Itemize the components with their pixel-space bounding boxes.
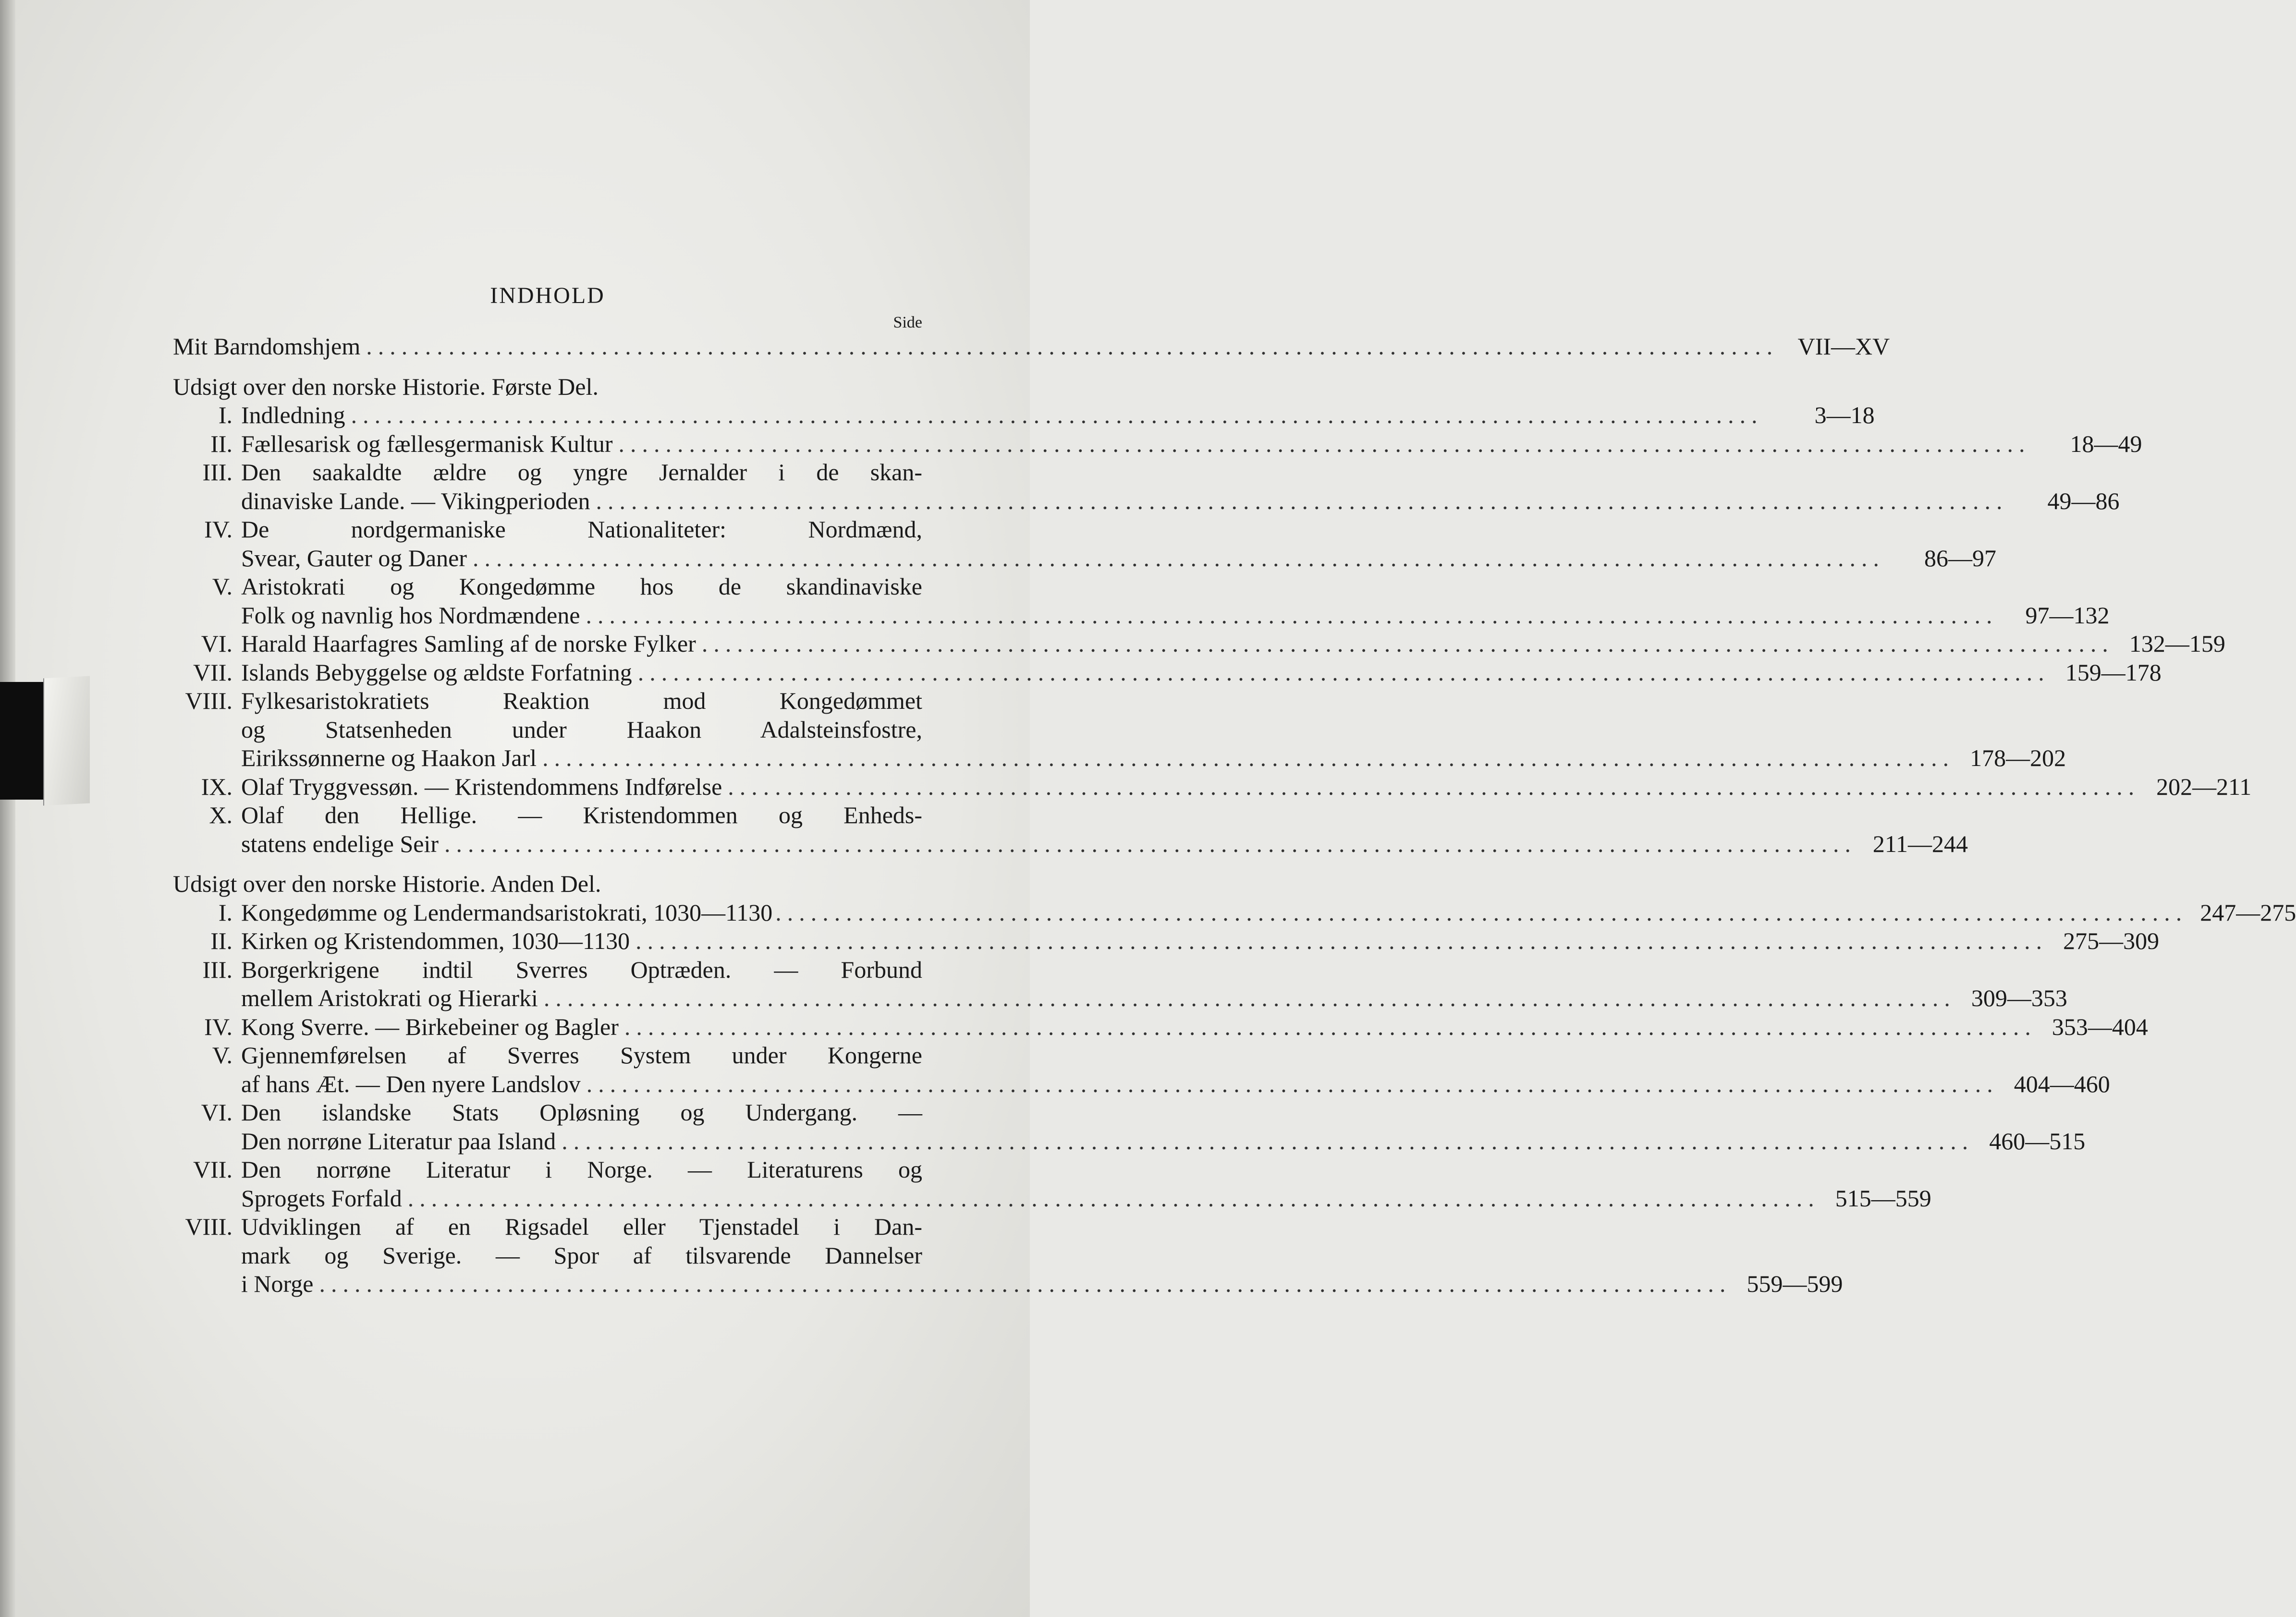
toc-entry-line bbox=[173, 801, 922, 830]
entry-text: Fællesarisk og fællesgermanisk Kultur bbox=[241, 430, 613, 457]
chapter-number: V. bbox=[212, 573, 232, 600]
entry-text: Udviklingen af en Rigsadel eller Tjenstadel i Dan- bbox=[241, 1213, 922, 1240]
dot-leader: ........................................................................................................................ bbox=[366, 333, 1779, 360]
dot-leader: ........................................................................................................................ bbox=[407, 1184, 1820, 1212]
entry-text: og Statsenheden under Haakon Adalsteinsfostre, bbox=[241, 716, 922, 743]
entry-pages: 202—211 bbox=[2156, 773, 2252, 800]
dot-leader: ........................................................................................................................ bbox=[586, 1070, 1999, 1097]
toc-entry bbox=[173, 458, 2120, 515]
part-one-heading: Udsigt over den norske Historie. Første Del. bbox=[173, 373, 598, 400]
toc-entry-line bbox=[173, 601, 2110, 630]
chapter-number: II. bbox=[210, 927, 232, 954]
entry-text: Indledning bbox=[241, 401, 345, 428]
chapter-number: VI. bbox=[201, 630, 232, 657]
toc-entry-line bbox=[173, 1070, 2110, 1099]
entry-text: Gjennemførelsen af Sverres System under Kongerne bbox=[241, 1042, 922, 1069]
table-of-contents bbox=[173, 279, 2296, 1299]
chapter-number: VIII. bbox=[185, 1213, 232, 1240]
entry-text: Kong Sverre. — Birkebeiner og Bagler bbox=[241, 1013, 619, 1040]
entry-text: Kongedømme og Lendermandsaristokrati, 1030—1130 bbox=[241, 899, 773, 926]
toc-entry bbox=[173, 927, 2160, 956]
entry-pages: 404—460 bbox=[2014, 1070, 2110, 1097]
entry-text: mellem Aristokrati og Hierarki bbox=[241, 985, 538, 1011]
entry-text: Den norrøne Literatur paa Island bbox=[241, 1127, 556, 1155]
toc-entry bbox=[173, 687, 2066, 773]
entry-text: af hans Æt. — Den nyere Landslov bbox=[241, 1070, 581, 1097]
chapter-number: VII. bbox=[193, 1156, 232, 1183]
entry-text: Mit Barndomshjem bbox=[173, 333, 361, 360]
chapter-number: VI. bbox=[201, 1099, 232, 1126]
chapter-number: VII. bbox=[193, 658, 232, 686]
chapter-number: I. bbox=[218, 899, 232, 926]
dot-leader: ........................................................................................................................ bbox=[586, 601, 1998, 629]
entry-pages: 309—353 bbox=[1971, 985, 2067, 1011]
entry-pages: 97—132 bbox=[2025, 601, 2110, 629]
toc-entry bbox=[173, 773, 2252, 802]
toc-entry-line bbox=[173, 984, 2067, 1013]
toc-entry-line bbox=[173, 1041, 922, 1070]
toc-entry bbox=[173, 401, 1875, 430]
entry-text: mark og Sverige. — Spor af tilsvarende Dannelser bbox=[241, 1241, 922, 1269]
toc-entry bbox=[173, 1098, 2086, 1155]
dot-leader: ........................................................................................................................ bbox=[351, 401, 1763, 428]
toc-entry-intro bbox=[173, 332, 1890, 361]
toc-entry-line bbox=[173, 773, 2252, 802]
page-edge bbox=[0, 0, 15, 1617]
toc-entry-line bbox=[173, 899, 2296, 927]
entry-text: Folk og navnlig hos Nordmændene bbox=[241, 601, 580, 629]
dot-leader: ........................................................................................................................ bbox=[596, 487, 2008, 514]
entry-text: Aristokrati og Kongedømme hos de skandinaviske bbox=[241, 573, 922, 600]
toc-entry bbox=[173, 899, 2296, 927]
entry-pages: 211—244 bbox=[1872, 830, 1968, 857]
toc-entry-line bbox=[173, 1241, 922, 1270]
toc-entry bbox=[173, 630, 2225, 658]
part-one-list bbox=[173, 401, 2252, 858]
toc-entry-line bbox=[173, 716, 922, 744]
toc-entry-line bbox=[173, 487, 2120, 516]
chapter-number: III. bbox=[202, 956, 232, 983]
toc-entry-line bbox=[173, 1155, 922, 1184]
toc-entry-line bbox=[173, 630, 2225, 658]
entry-pages: 353—404 bbox=[2052, 1013, 2148, 1040]
entry-text: De nordgermaniske Nationaliteter: Nordmænd, bbox=[241, 516, 922, 543]
dot-leader: ........................................................................................................................ bbox=[775, 899, 2188, 926]
entry-pages: 132—159 bbox=[2129, 630, 2225, 657]
toc-entry bbox=[173, 658, 2162, 687]
entry-text: statens endelige Seir bbox=[241, 830, 439, 857]
dot-leader: ........................................................................................................................ bbox=[562, 1127, 1974, 1155]
part-two-heading: Udsigt over den norske Historie. Anden Del. bbox=[173, 870, 601, 897]
toc-entry-line bbox=[173, 687, 922, 716]
chapter-number: VIII. bbox=[185, 687, 232, 714]
toc-entry-line bbox=[173, 927, 2160, 956]
toc-entry-line bbox=[173, 515, 922, 544]
toc-entry-line bbox=[173, 458, 922, 487]
entry-text: Kirken og Kristendommen, 1030—1130 bbox=[241, 927, 630, 954]
page-title: INDHOLD bbox=[490, 283, 605, 308]
entry-text: dinaviske Lande. — Vikingperioden bbox=[241, 487, 590, 514]
toc-entry bbox=[173, 1155, 1931, 1213]
entry-text: Den norrøne Literatur i Norge. — Literaturens og bbox=[241, 1156, 922, 1183]
entry-pages: 49—86 bbox=[2047, 487, 2120, 514]
entry-pages: 559—599 bbox=[1746, 1270, 1843, 1297]
entry-pages: 86—97 bbox=[1924, 544, 1997, 571]
toc-entry-line bbox=[173, 1184, 1931, 1213]
entry-pages: 178—202 bbox=[1970, 744, 2066, 771]
entry-pages: 3—18 bbox=[1814, 401, 1875, 428]
toc-entry bbox=[173, 1013, 2148, 1042]
entry-text: Eirikssønnerne og Haakon Jarl bbox=[241, 744, 537, 771]
side-column-label: Side bbox=[893, 314, 922, 331]
entry-text: Harald Haarfagres Samling af de norske Fylker bbox=[241, 630, 696, 657]
dot-leader: ........................................................................................................................ bbox=[728, 773, 2140, 800]
entry-pages: 18—49 bbox=[2070, 430, 2142, 457]
toc-entry-line bbox=[173, 1213, 922, 1241]
chapter-number: X. bbox=[209, 802, 232, 828]
toc-entry-line bbox=[173, 1013, 2148, 1042]
toc-entry-line bbox=[173, 1127, 2086, 1156]
chapter-number: IX. bbox=[201, 773, 232, 800]
toc-entry bbox=[173, 1213, 1843, 1299]
entry-text: Den saakaldte ældre og yngre Jernalder i de skan- bbox=[241, 459, 922, 486]
dot-leader: ........................................................................................................................ bbox=[319, 1270, 1732, 1297]
entry-pages: VII—XV bbox=[1797, 333, 1890, 360]
toc-entry bbox=[173, 1041, 2110, 1098]
toc-entry-line bbox=[173, 572, 922, 601]
entry-pages: 275—309 bbox=[2063, 927, 2160, 954]
binding-tab-black bbox=[0, 682, 43, 800]
toc-entry-line bbox=[173, 430, 2142, 459]
entry-text: Islands Bebyggelse og ældste Forfatning bbox=[241, 658, 632, 686]
entry-text: Sprogets Forfald bbox=[241, 1184, 402, 1212]
entry-text: Fylkesaristokratiets Reaktion mod Kongedømmet bbox=[241, 687, 922, 714]
entry-text: Olaf den Hellige. — Kristendommen og Enheds- bbox=[241, 802, 922, 828]
dot-leader: ........................................................................................................................ bbox=[543, 985, 1956, 1011]
entry-text: Olaf Tryggvessøn. — Kristendommens Indførelse bbox=[241, 773, 722, 800]
entry-text: Den islandske Stats Opløsning og Undergang. — bbox=[241, 1099, 922, 1126]
entry-pages: 247—275 bbox=[2200, 899, 2296, 926]
binding-tab-paper bbox=[43, 676, 90, 805]
entry-pages: 159—178 bbox=[2065, 658, 2162, 686]
toc-entry-line bbox=[173, 658, 2162, 687]
entry-text: Borgerkrigene indtil Sverres Optræden. — Forbund bbox=[241, 956, 922, 983]
toc-entry-line bbox=[173, 401, 1875, 430]
entry-pages: 515—559 bbox=[1835, 1184, 1931, 1212]
toc-entry bbox=[173, 956, 2067, 1013]
dot-leader: ........................................................................................................................ bbox=[473, 544, 1885, 571]
dot-leader: ........................................................................................................................ bbox=[618, 430, 2031, 457]
chapter-number: IV. bbox=[204, 516, 232, 543]
chapter-number: II. bbox=[210, 430, 232, 457]
toc-entry-line bbox=[173, 956, 922, 985]
dot-leader: ........................................................................................................................ bbox=[542, 744, 1955, 771]
toc-entry-line bbox=[173, 1270, 1843, 1299]
chapter-number: I. bbox=[218, 401, 232, 428]
toc-entry bbox=[173, 801, 1968, 858]
toc-entry-line bbox=[173, 744, 2066, 773]
toc-entry-line bbox=[173, 830, 1968, 859]
toc-entry-line bbox=[173, 544, 1997, 573]
chapter-number: IV. bbox=[204, 1013, 232, 1040]
toc-entry-line bbox=[173, 1098, 922, 1127]
dot-leader: ........................................................................................................................ bbox=[635, 927, 2048, 954]
dot-leader: ........................................................................................................................ bbox=[701, 630, 2114, 657]
part-two-list bbox=[173, 899, 2296, 1299]
chapter-number: V. bbox=[212, 1042, 232, 1069]
dot-leader: ........................................................................................................................ bbox=[637, 658, 2050, 686]
toc-entry bbox=[173, 572, 2110, 630]
chapter-number: III. bbox=[202, 459, 232, 486]
entry-text: Svear, Gauter og Daner bbox=[241, 544, 467, 571]
entry-pages: 460—515 bbox=[1989, 1127, 2086, 1155]
entry-text: i Norge bbox=[241, 1270, 314, 1297]
dot-leader: ........................................................................................................................ bbox=[624, 1013, 2037, 1040]
toc-entry bbox=[173, 515, 1997, 572]
toc-entry bbox=[173, 430, 2142, 459]
dot-leader: ........................................................................................................................ bbox=[444, 830, 1856, 857]
